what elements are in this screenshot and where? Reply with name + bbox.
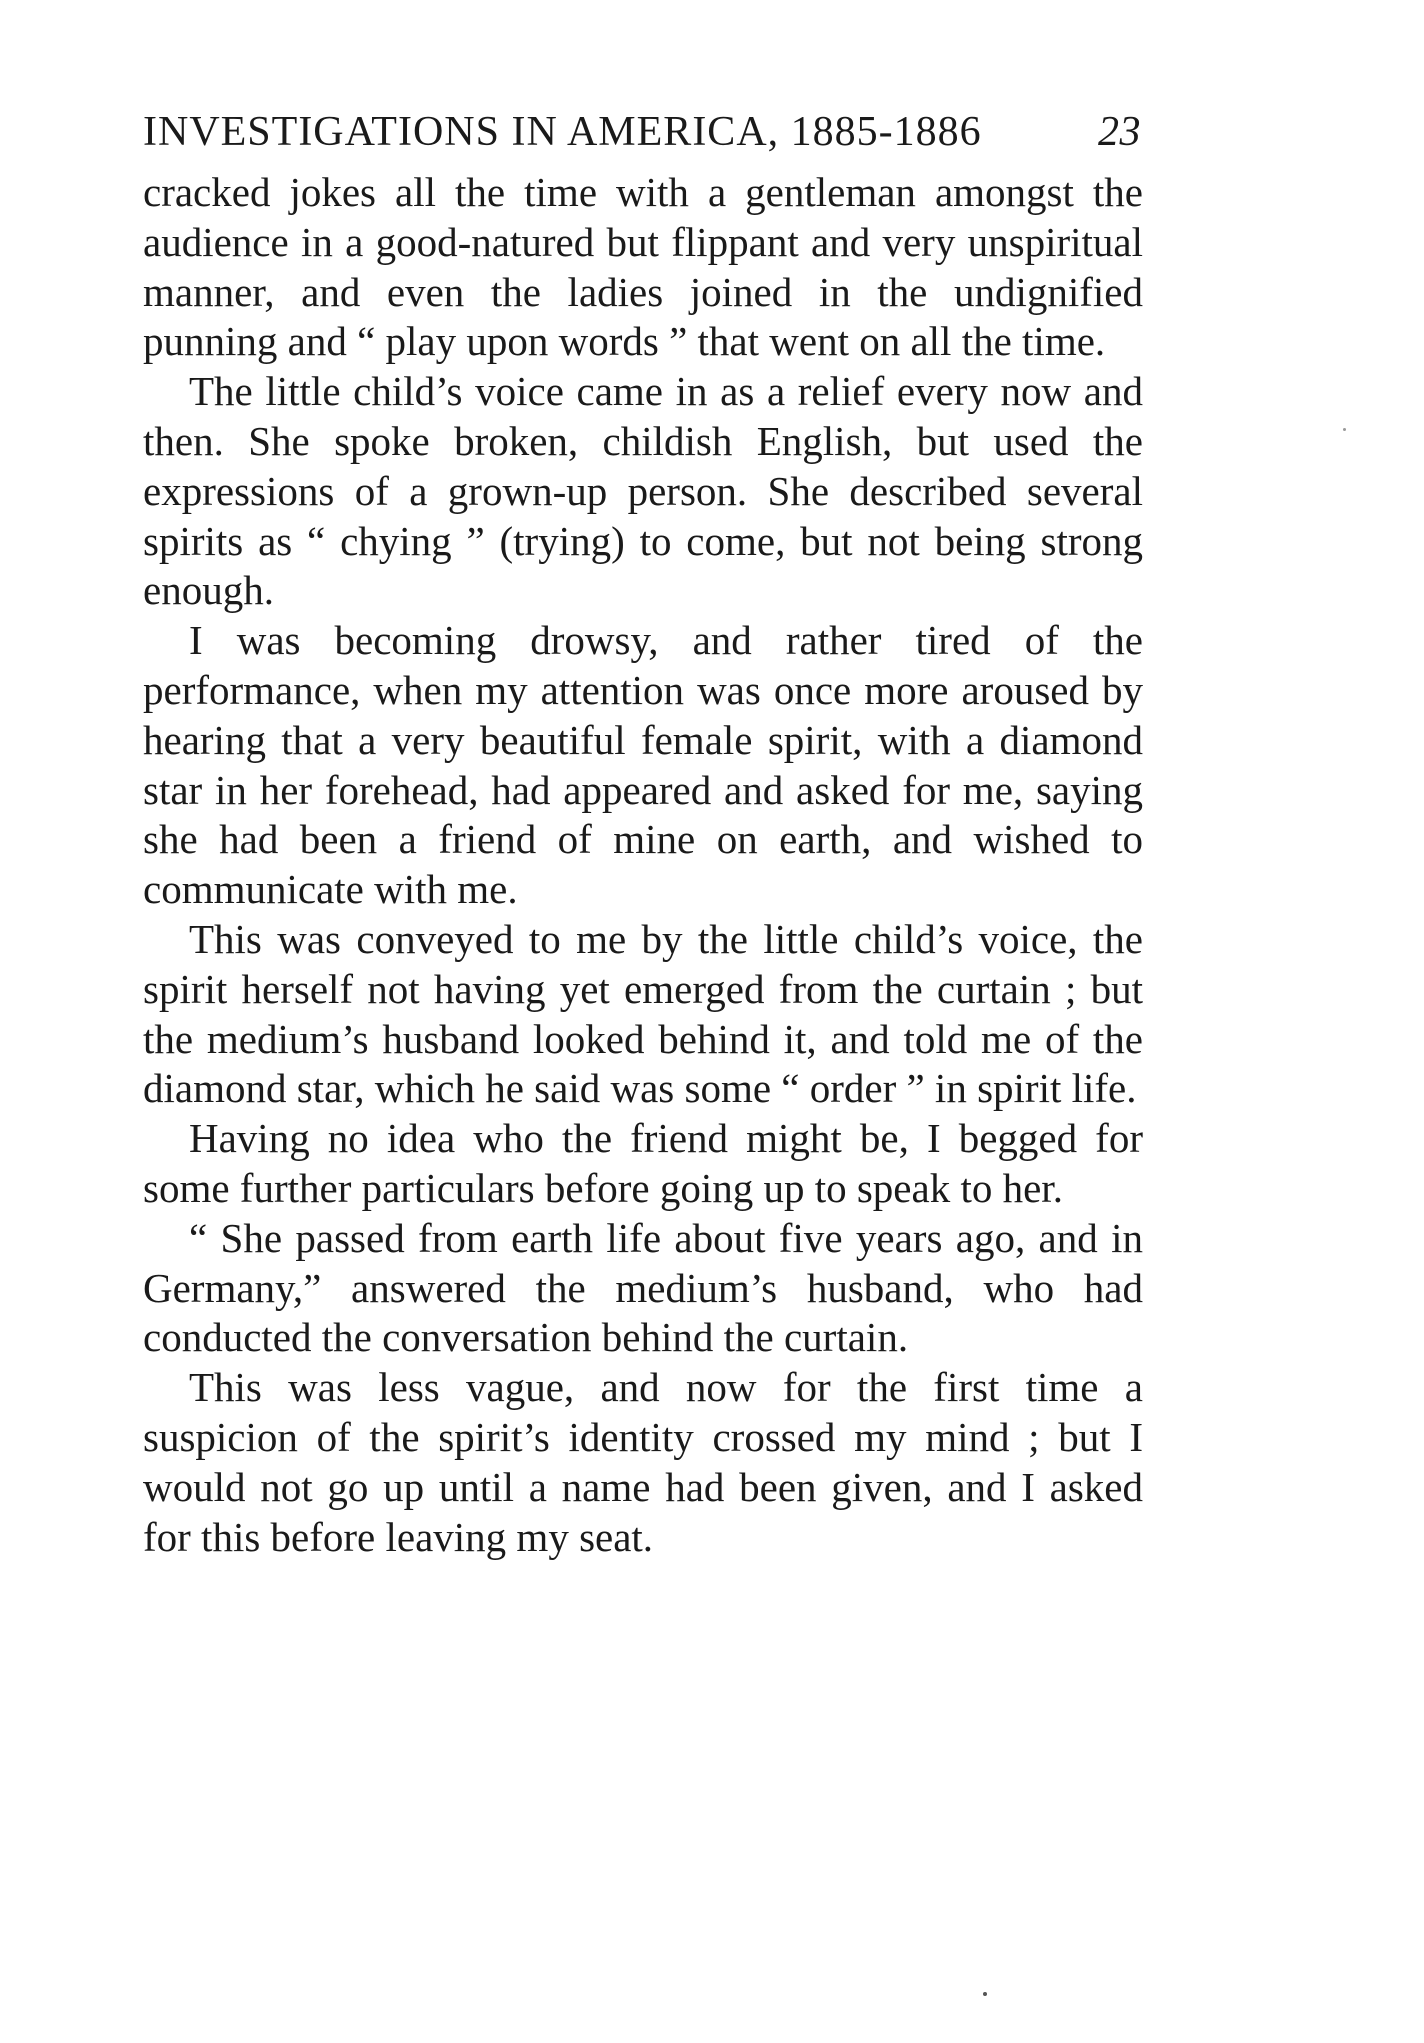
body-text — [143, 168, 1143, 1562]
paragraph: cracked jokes all the time with a gentleman amongst the audience in a good-natured but flippant and very unspiritual manner, and even the ladies joined in the undignified punning and “ play upon words ” that went on all the time. — [143, 169, 1143, 365]
paragraph: The little child’s voice came in as a relief every now and then. She spoke broken, childish English, but used the expressions of a grown-up person. She described several spirits as “ chying ” (trying) to come, but not being strong enough. — [143, 368, 1143, 614]
paragraph: “ She passed from earth life about five years ago, and in Germany,” answered the medium’s husband, who had conducted the conversation behind the curtain. — [143, 1214, 1143, 1361]
book-page — [143, 108, 1143, 1562]
paragraph: This was less vague, and now for the first time a suspicion of the spirit’s identity crossed my mind ; but I would not go up until a name had been given, and I asked for this before leaving my seat. — [143, 1364, 1143, 1560]
running-head — [143, 108, 1143, 162]
paragraph: Having no idea who the friend might be, I begged for some further particulars before going up to speak to her. — [143, 1115, 1143, 1211]
scan-speck — [983, 1992, 987, 1996]
page-number: 23 — [1098, 109, 1141, 155]
running-head-title: INVESTIGATIONS IN AMERICA, 1885-1886 — [143, 109, 982, 155]
scan-speck — [1343, 428, 1346, 431]
paragraph: This was conveyed to me by the little child’s voice, the spirit herself not having yet emerged from the curtain ; but the medium’s husband looked behind it, and told me of the diamond star, which he said was some “ order ” in spirit life. — [143, 915, 1143, 1112]
paragraph: I was becoming drowsy, and rather tired of the performance, when my attention was once more aroused by hearing that a very beautiful female spirit, with a diamond star in her forehead, had appeared and asked for me, saying she had been a friend of mine on earth, and wished to communicate with me. — [143, 617, 1143, 913]
